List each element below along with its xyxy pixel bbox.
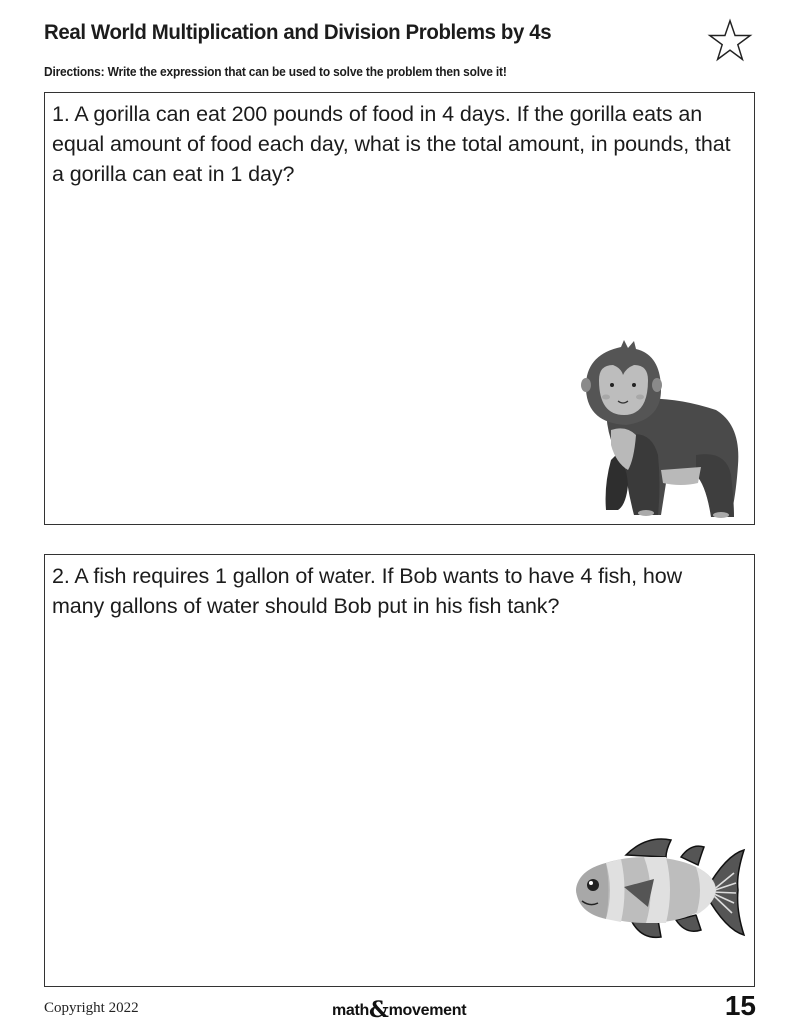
page-title: Real World Multiplication and Division Problems by 4s xyxy=(44,20,552,44)
logo-ampersand: & xyxy=(369,997,389,1023)
directions-text: Directions: Write the expression that can be used to solve the problem then solve it! xyxy=(44,64,507,79)
problem-1-text: 1. A gorilla can eat 200 pounds of food in 4 days. If the gorilla eats an equal amount of food each day, what is the total amount, in pounds, that a gorilla can eat in 1 day? xyxy=(52,102,731,186)
logo-movement: movement xyxy=(388,1002,467,1019)
fish-illustration xyxy=(566,835,748,943)
problem-2-text: 2. A fish requires 1 gallon of water. If Bob wants to have 4 fish, how many gallons of water should Bob put in his fish tank? xyxy=(52,564,683,618)
star-icon xyxy=(707,18,753,64)
problem-1-answer-box[interactable] xyxy=(44,92,755,525)
gorilla-illustration xyxy=(566,335,746,520)
problem-2-answer-box[interactable] xyxy=(44,554,755,987)
page-number: 15 xyxy=(724,990,756,1021)
logo-math: math xyxy=(332,1002,370,1019)
math-and-movement-logo xyxy=(332,997,466,1023)
copyright-text: Copyright 2022 xyxy=(44,1000,139,1016)
